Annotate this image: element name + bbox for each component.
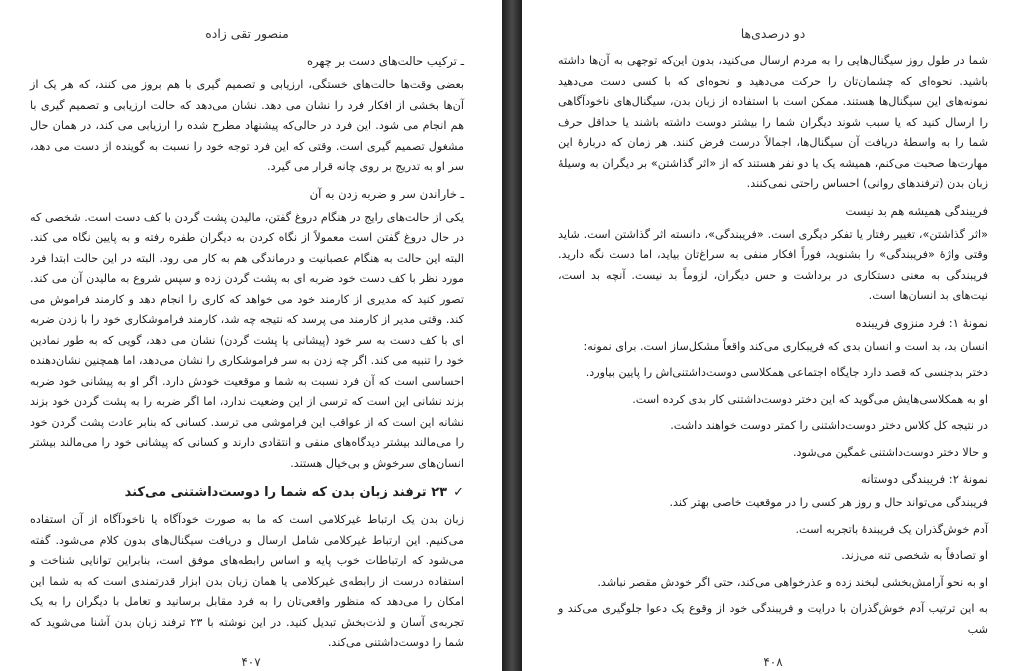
right-line-7: آدم خوش‌گذران یک فریبندهٔ باتجربه است. [795, 522, 988, 536]
left-subhead-2: ـ خاراندن سر و ضربه زدن به آن [309, 186, 464, 201]
right-line-3: او به همکلاسی‌هایش می‌گوید که این دختر دوست‌داشتنی کار بدی کرده است. [632, 392, 988, 406]
right-subhead-1: فریبندگی همیشه هم بد نیست [845, 203, 988, 218]
right-line-9: او به نحو آرامش‌بخشی لبخند زده و عذرخواهی می‌کند، حتی اگر خودش مقصر نباشد. [597, 575, 988, 589]
left-paragraph-1: بعضی وقت‌ها حالت‌های خستگی، ارزیابی و تصمیم گیری با هم بروز می کنند، که هر یک از آن‌ها بخشی از افکار فرد را نشان می دهد. نشان می‌دهد که حالت ارزیابی و تصمیم گیری با هم انجام می شود. این فرد در حالی‌که پیشنهاد مطرح شده را ارزیابی می کند، در همان حال مشغول تصمیم گیری است. وقتی که این فرد توجه خود را نسبت به گوینده از دست می دهد، سر او به تدریج بر روی چانه قرار می گیرد. [30, 78, 464, 173]
left-running-head: منصور تقی زاده [205, 26, 289, 41]
right-line-2: دختر بدجنسی که قصد دارد جایگاه اجتماعی همکلاسی دوست‌داشتنی‌اش را پایین بیاورد. [585, 366, 988, 379]
book-gutter [502, 0, 522, 671]
right-page-number: ۴۰۸ [763, 655, 783, 669]
left-paragraph-2: یکی از حالت‌های رایج در هنگام دروغ گفتن، مالیدن پشت گردن با کف دست است. شخصی که در حال دروغ گفتن است معمولاً از نگاه کردن به دیگران طفره رفته و به پایین نگاه می کند. البته این حالت به هنگام عصبانیت و درماندگی هم به کار می رود. البته در این حالت ابتدا فرد مورد نظر با کف دست خود ضربه ای به پشت گردن زده و سپس شروع به مالیدن آن می کند. تصور کنید که مدیری از کارمند خود می خواهد که کاری را انجام دهد و کارمند فراموش می کند. وقتی مدیر از کارمند می پرسد که نتیجه چه شد، کارمند فراموشکاری خود را با زدن ضربه ای با کف دست به سر خود (پیشانی یا پشت گردن) نشان می دهد، گویی که به طور نمادین خود را تنبیه می کند. اگر چه زدن به سر فراموشکاری را نشان می‌دهد، اما همچنین نشان‌دهنده احساسی است که آن فرد نسبت به شما و موقعیت خودش دارد. اگر او به پیشانی خود ضربه بزند نشانی این است که ترسی از این وضعیت ندارد، اما اگر ضربه را به پشت گردن خود بزند نشانه این است که از عواقب این فراموشی می ترسد. کسانی که بنابر عادت پشت گردن خود را می‌مالند بیشتر دیدگاه‌های منفی و انتقادی دارند و کسانی که پیشانی خود را می‌مالند بیشتر انسان‌های سرخوش و بی‌خیال هستند. [30, 210, 464, 470]
right-line-5: و حالا دختر دوست‌داشتنی غمگین می‌شود. [792, 445, 988, 459]
left-subhead-1: ـ ترکیب حالت‌های دست بر چهره [306, 54, 464, 68]
check-icon: ✓ [453, 485, 464, 500]
left-paragraph-3: زبان بدن یک ارتباط غیرکلامی است که ما به صورت خودآگاه یا ناخودآگاه از آن استفاده می‌کنیم. این ارتباط غیرکلامی شامل ارسال و دریافت سیگنال‌های بدون کلام می‌شود. گفته می‌شود که ارتباطات خوب پایه و اساس رابطه‌های موفق است، بنابراین توانایی شناخت و استفاده درست از رابطه‌ی غیرکلامی یا همان زبان بدن ابزار قدرتمندی است که به شما این امکان را می‌دهد که منظور واقعی‌تان را به فرد مقابل برسانید و تعامل با دیگران را به یک تجربه‌ی آسان و لذت‌بخش تبدیل کنید. در این نوشته با ۲۳ ترفند زبان بدن آشنا می‌شوید که شما را دوست‌داشتنی می‌کند. [30, 513, 464, 649]
right-subhead-3: نمونهٔ ۲: فریبندگی دوستانه [861, 472, 988, 486]
right-subhead-2: نمونهٔ ۱: فرد منزوی فریبنده [855, 315, 988, 330]
right-paragraph-2: «اثر گذاشتن»، تغییر رفتار یا تفکر دیگری است. «فریبندگی»، دانسته اثر گذاشتن است. شاید وقتی واژهٔ «فریبندگی» را بشنوید، فوراً افکار منفی به سراغ‌تان بیاید، اما دست نگه دارید. فریبندگی به معنی دستکاری در برداشت و حس دیگران، لزوماً بد نیست. آنچه بد است، نیت‌های بد انسان‌ها است. [558, 227, 988, 302]
right-paragraph-1: شما در طول روز سیگنال‌هایی را به مردم ارسال می‌کنید، بدون این‌که توجهی به آن‌ها داشته باشید. نحوه‌ای که چشمان‌تان را حرکت می‌دهید و نحوه‌ای که با کسی دست می‌دهید نمونه‌های این سیگنال‌ها هستند. ممکن است با استفاده از زبان بدن، سیگنال‌های ناخودآگاهی را ارسال کنید که یا سبب شوند دیگران شما را بیشتر دوست داشته باشند یا حداقل حرف شما را به واسطهٔ دریافت آن سیگنال‌ها، اجمالاً درست فرض کنند. هر زمان که دربارهٔ این مهارت‌ها صحبت می‌کنم، همیشه یک یا دو نفر هستند که از «اثر گذاشتن» بر دیگران به وسیلهٔ زبان بدن (ترفندهای روانی) احساس راحتی نمی‌کنند. [558, 54, 988, 190]
left-heading-3 [30, 482, 464, 504]
left-heading-3-text: ۲۳ ترفند زبان بدن که شما را دوست‌داشتنی می‌کند [124, 485, 448, 500]
right-line-1: انسان بد، بد است و انسان بدی که فریبکاری می‌کند واقعاً مشکل‌ساز است. برای نمونه: [583, 339, 988, 353]
right-line-8: او تصادفاً به شخصی تنه می‌زند. [841, 549, 988, 562]
left-page [0, 0, 502, 671]
right-line-4: در نتیجه کل کلاس دختر دوست‌داشتنی را کمتر دوست خواهند داشت. [670, 419, 988, 432]
right-line-6: فریبندگی می‌تواند حال و روز هر کسی را در موقعیت خاصی بهتر کند. [669, 496, 988, 509]
right-line-10: به این ترتیب آدم خوش‌گذران با درایت و فریبندگی خود از وقوع یک دعوا جلوگیری می‌کند و شب [558, 602, 988, 636]
left-page-number: ۴۰۷ [241, 655, 261, 669]
right-page [522, 0, 1024, 671]
right-running-head: دو درصدی‌ها [740, 26, 806, 41]
